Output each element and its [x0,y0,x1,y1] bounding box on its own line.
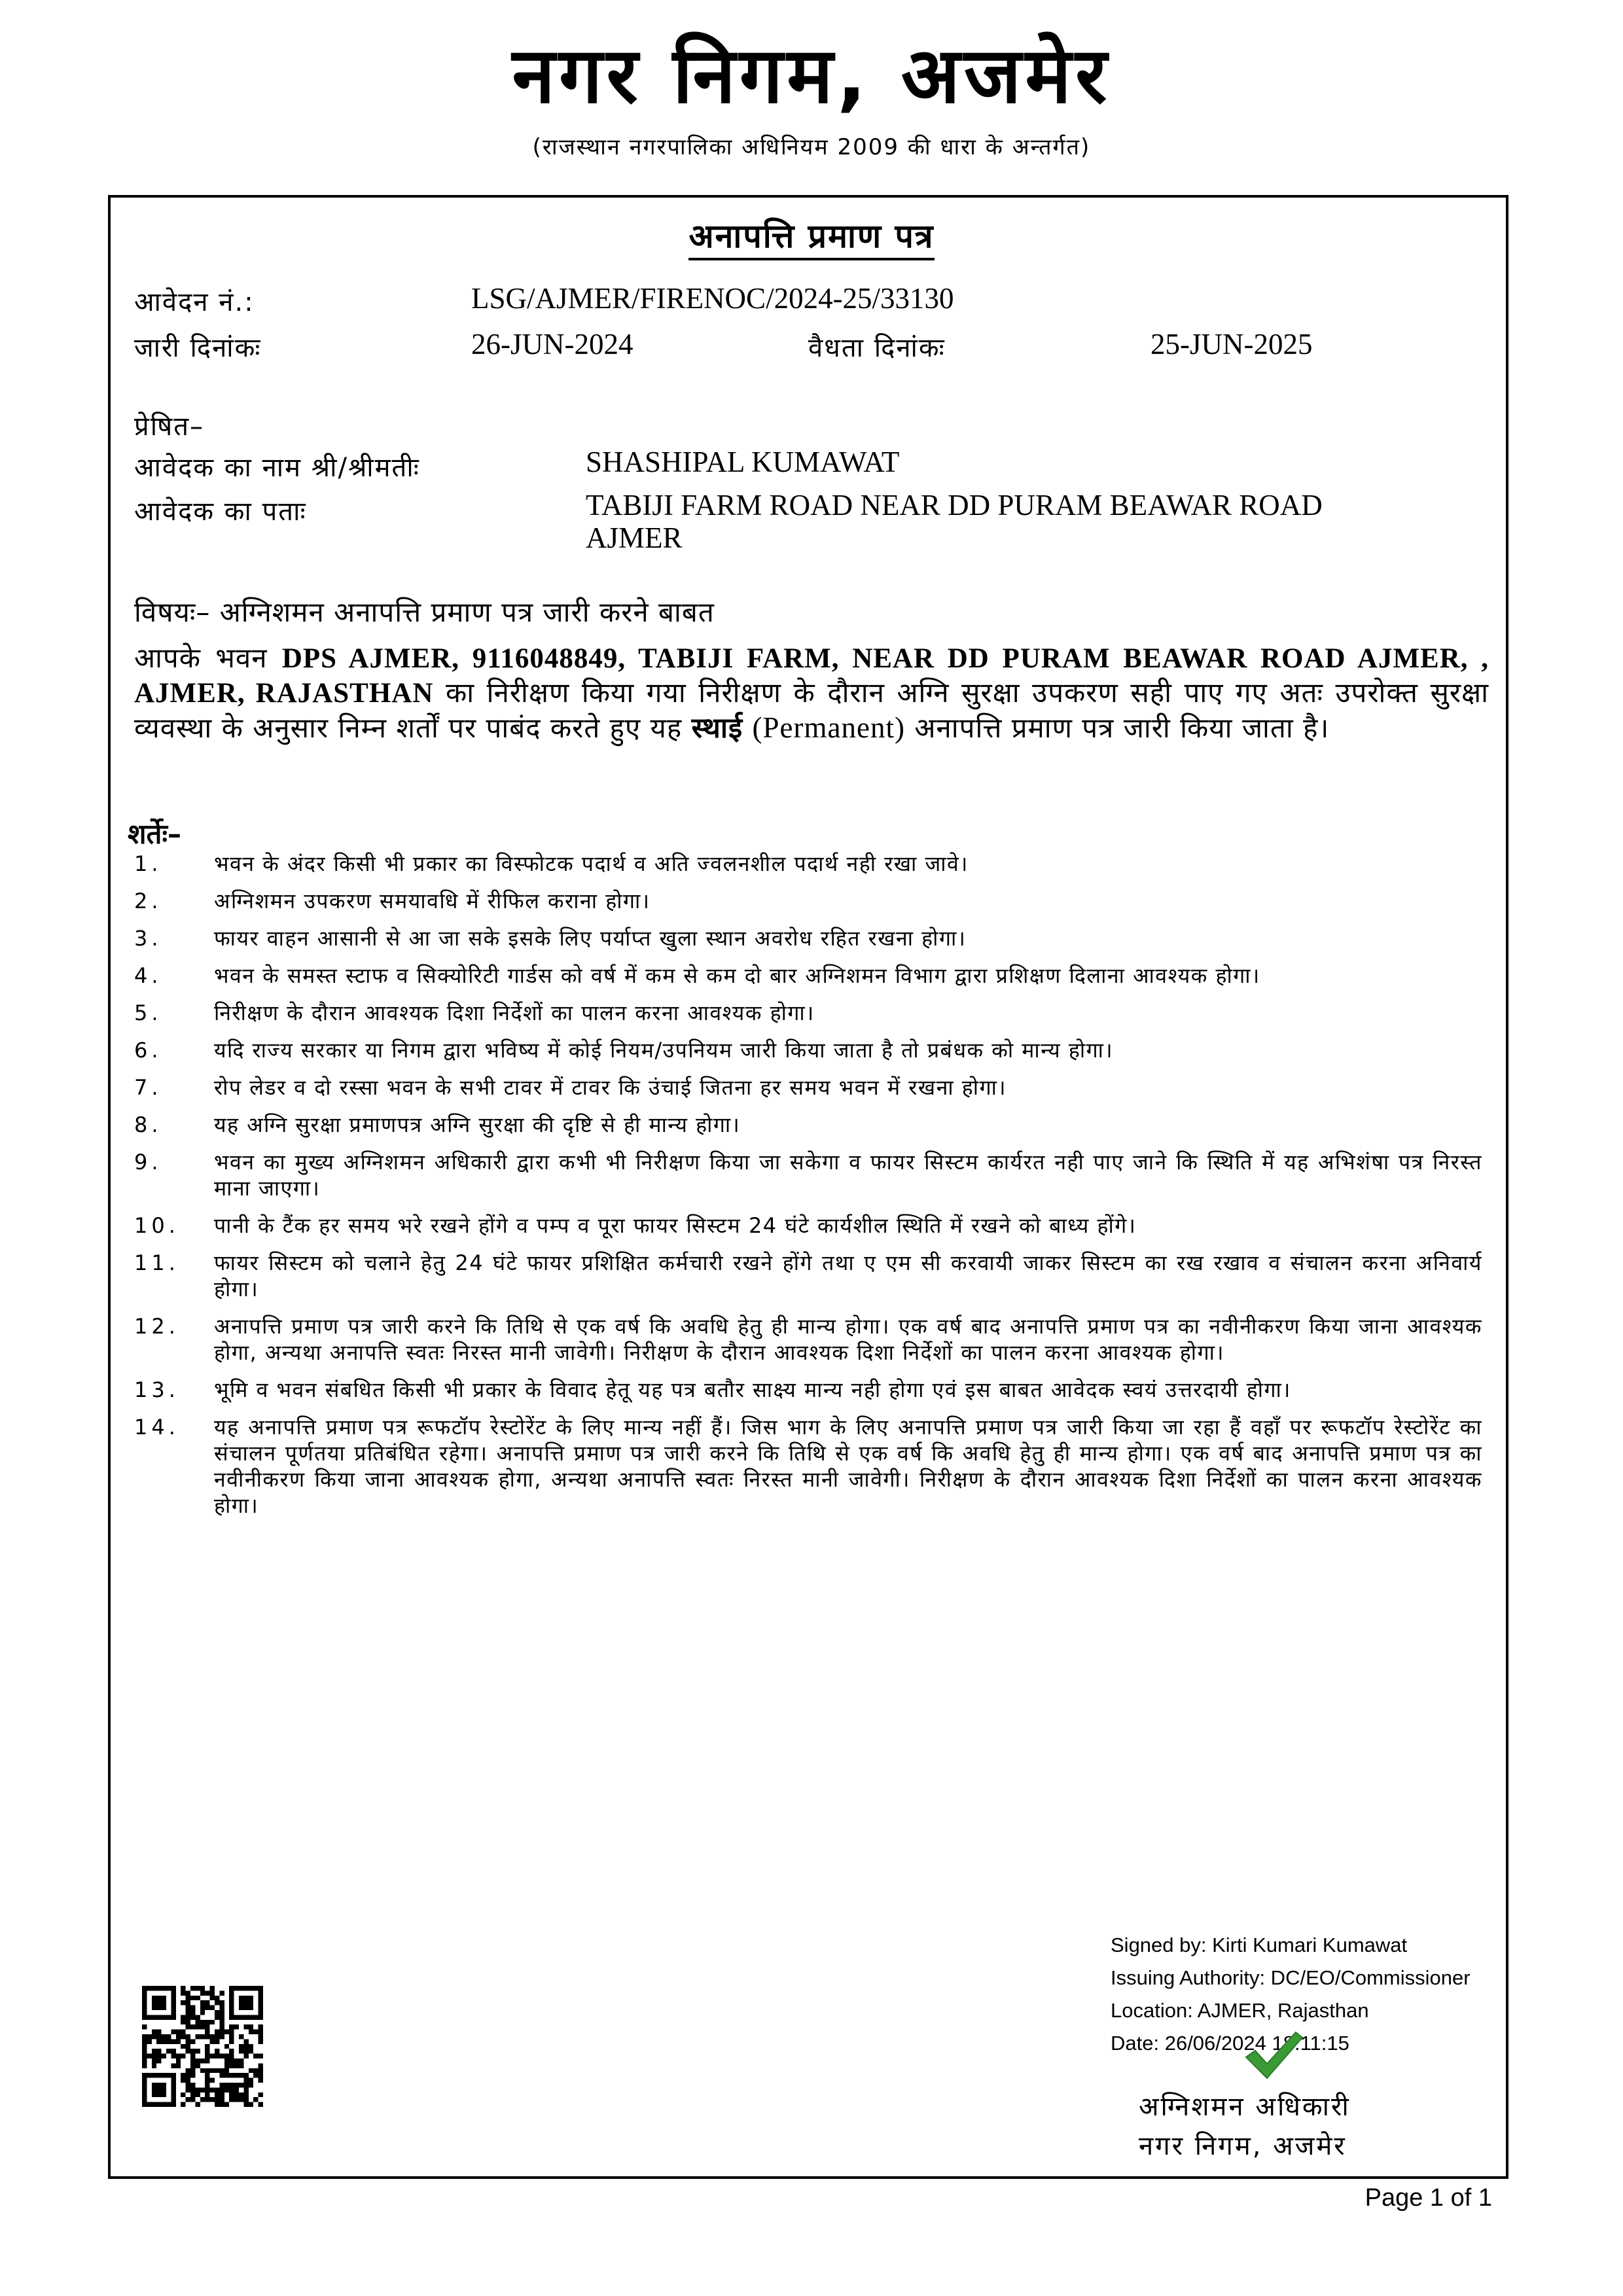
conditions-list [134,851,1482,1530]
certificate-type-en: (Permanent) [752,711,905,744]
conditions-heading: शर्तेः– [128,818,181,850]
condition-item: 7. रोप लेडर व दो रस्सा भवन के सभी टावर में टावर कि उंचाई जितना हर समय भवन में रखना होगा। [134,1075,1007,1100]
issuing-authority: Issuing Authority: DC/EO/Commissioner [1111,1966,1471,1989]
sent-to-label: प्रेषित– [134,412,205,442]
condition-item: 4. भवन के समस्त स्टाफ व सिक्योरिटी गार्डस को वर्ष में कम से कम दो बार अग्निशमन विभाग द्वारा प्रशिक्षण दिलाना आवश्यक होगा। [134,963,1260,988]
municipal-title: नगर निगम, अजमेर [512,30,1111,120]
validity-date-value: 25-JUN-2025 [1150,328,1313,361]
application-no-label: आवेदन नं.: [134,287,255,317]
condition-item: 10. पानी के टैंक हर समय भरे रखने होंगे व पम्प व पूरा फायर सिस्टम 24 घंटे कार्यशील स्थिति में रखने को बाध्य होंगे। [134,1213,1137,1238]
signed-by: Signed by: Kirti Kumari Kumawat [1111,1934,1408,1956]
applicant-address-label: आवेदक का पताः [134,497,307,527]
applicant-address-value: TABIJI FARM ROAD NEAR DD PURAM BEAWAR ROAD AJMER [586,489,1323,554]
condition-item: 8. यह अग्नि सुरक्षा प्रमाणपत्र अग्नि सुरक्षा की दृष्टि से ही मान्य होगा। [134,1112,741,1137]
officer-office: नगर निगम, अजमेर [1139,2131,1347,2161]
page-number: Page 1 of 1 [1364,2184,1492,2212]
certificate-heading: अनापत्ति प्रमाण पत्र [0,213,1623,257]
checkmark-icon [1242,2028,1304,2081]
applicant-name-label: आवेदक का नाम श्री/श्रीमतीः [134,453,420,483]
condition-item: 5. निरीक्षण के दौरान आवश्यक दिशा निर्देशों का पालन करना आवश्यक होगा। [134,1000,815,1025]
officer-title: अग्निशमन अधिकारी [1139,2092,1351,2122]
application-no-value: LSG/AJMER/FIRENOC/2024-25/33130 [471,282,954,315]
signature-date: Date: 26/06/2024 18:11:15 [1111,2032,1349,2055]
condition-item: 3. फायर वाहन आसानी से आ जा सके इसके लिए पर्याप्त खुला स्थान अवरोध रहित रखना होगा। [134,926,967,951]
validity-date-label: वैधता दिनांकः [808,333,946,363]
condition-item: 11. फायर सिस्टम को चलाने हेतु 24 घंटे फायर प्रशिक्षित कर्मचारी रखने होंगे तथा ए एम सी करवायी जाकर सिस्टम का रख रखाव व संचालन करना अनिवार्य होगा। [134,1250,1482,1301]
act-subtitle: (राजस्थान नगरपालिका अधिनियम 2009 की धारा के अन्तर्गत) [532,134,1091,160]
issue-date-value: 26-JUN-2024 [471,328,633,361]
certificate-type: स्थाई [691,713,743,744]
subject-line: विषयः– अग्निशमन अनापत्ति प्रमाण पत्र जारी करने बाबत [134,596,715,628]
condition-item: 9. भवन का मुख्य अग्निशमन अधिकारी द्वारा कभी भी निरीक्षण किया जा सकेगा व फायर सिस्टम कार्यरत नही पाए जाने कि स्थिति में यह अभिशंषा पत्र निरस्त माना जाएगा। [134,1150,1482,1201]
condition-item: 1. भवन के अंदर किसी भी प्रकार का विस्फोटक पदार्थ व अति ज्वलनशील पदार्थ नही रखा जावे। [134,851,969,876]
qr-code-icon [142,1986,263,2107]
condition-item: 14. यह अनापत्ति प्रमाण पत्र रूफटॉप रेस्टोरेंट के लिए मान्य नहीं हैं। जिस भाग के लिए अनापत्ति प्रमाण पत्र जारी किया जा रहा हैं वहाँ पर रूफटॉप रेस्टोरेंट का संचालन पूर्णतया प्रतिबंधित रहेगा। अनापत्ति प्रमाण पत्र जारी करने कि तिथि से एक वर्ष कि अवधि हेतु ही मान्य होगा। एक वर्ष बाद अनापत्ति प्रमाण पत्र का नवीनीकरण किया जाना आवश्यक होगा, अन्यथा अनापत्ति स्वतः निरस्त मानी जावेगी। निरीक्षण के दौरान आवश्यक दिशा निर्देशों का पालन करना आवश्यक होगा। [134,1415,1482,1518]
signature-location: Location: AJMER, Rajasthan [1111,1999,1369,2022]
condition-item: 12. अनापत्ति प्रमाण पत्र जारी करने कि तिथि से एक वर्ष कि अवधि हेतु ही मान्य होगा। एक वर्ष बाद अनापत्ति प्रमाण पत्र का नवीनीकरण किया जाना आवश्यक होगा, अन्यथा अनापत्ति स्वतः निरस्त मानी जावेगी। निरीक्षण के दौरान आवश्यक दिशा निर्देशों का पालन करना आवश्यक होगा। [134,1314,1482,1365]
issue-date-label: जारी दिनांकः [134,333,262,363]
building-details: DPS AJMER, 9116048849, TABIJI FARM, NEAR DD PURAM BEAWAR ROAD AJMER, , AJMER, RAJASTHAN [134,643,1489,709]
certificate-body: आपके भवन DPS AJMER, 9116048849, TABIJI FARM, NEAR DD PURAM BEAWAR ROAD AJMER, , AJMER, RAJASTHAN का निरीक्षण किया गया निरीक्षण के दौरान अग्नि सुरक्षा उपकरण सही पाए गए अतः उपरोक्त सुरक्षा व्यवस्था के अनुसार निम्न शर्तों पर पाबंद करते हुए यह स्थाई (Permanent) अनापत्ति प्रमाण पत्र जारी किया जाता है। [134,642,1489,744]
condition-item: 6. यदि राज्य सरकार या निगम द्वारा भविष्य में कोई नियम/उपनियम जारी किया जाता है तो प्रबंधक को मान्य होगा। [134,1038,1114,1063]
condition-item: 13. भूमि व भवन संबधित किसी भी प्रकार के विवाद हेतू यह पत्र बतौर साक्ष्य मान्य नही होगा एवं इस बाबत आवेदक स्वयं उत्तरदायी होगा। [134,1377,1291,1402]
condition-item: 2. अग्निशमन उपकरण समयावधि में रीफिल कराना होगा। [134,889,651,913]
applicant-name-value: SHASHIPAL KUMAWAT [586,446,900,478]
